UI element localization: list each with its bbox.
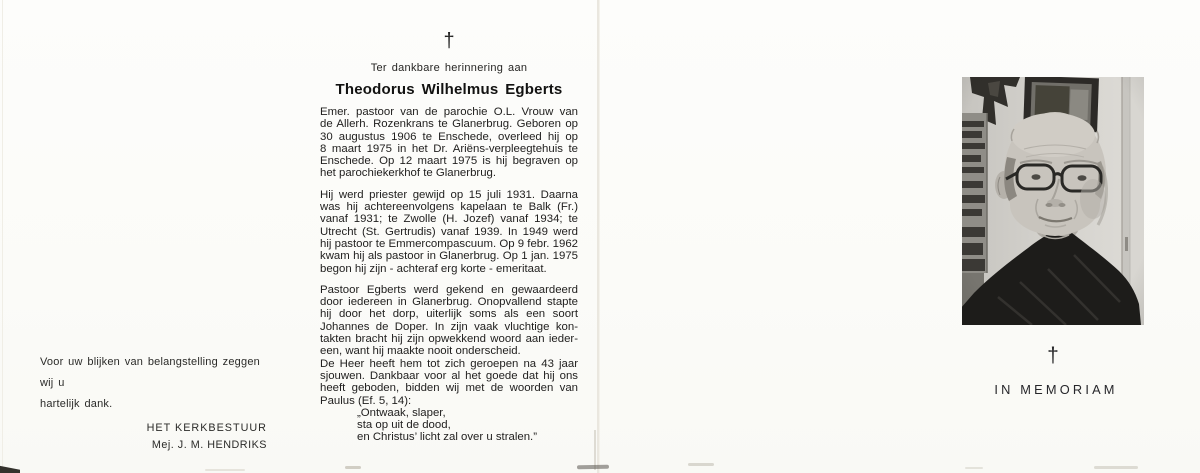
signature-hendriks: Mej. J. M. HENDRIKS (151, 439, 267, 451)
text-line: door iedereen in Glanerbrug. Onopvallend stapte (320, 296, 578, 309)
biography-paragraph-1 (320, 106, 578, 180)
scan-artifact (577, 465, 609, 470)
portrait-photo (962, 77, 1144, 325)
thanks-line-1: Voor uw blijken van belangstelling zeggen wij u (40, 356, 260, 389)
text-line: Hij werd priester gewijd op 15 juli 1931. Daarna (320, 188, 578, 201)
in-memoriam-title: IN MEMORIAM (994, 382, 1118, 397)
text-line: Enschede. Op 12 maart 1975 is hij begraven op (320, 155, 578, 168)
portrait-illustration (962, 77, 1144, 325)
text-line: Johannes de Doper. In zijn vaak vluchtige kon- (320, 320, 578, 333)
scan-artifact (965, 467, 983, 469)
text-line: heeft geboden, bidden wij met de woorden van (320, 382, 578, 395)
text-line: hij pastoor te Emmercompascuum. Op 9 febr. 1962 (320, 237, 578, 250)
text-line: kwam hij als pastoor in Glanerbrug. Op 1 jan. 1975 (320, 250, 578, 263)
text-line: 30 augustus 1906 te Enschede, overleed hij op (320, 130, 578, 143)
text-line: sta op uit de dood, (357, 419, 451, 432)
thanks-panel (40, 352, 268, 451)
scan-artifact (0, 462, 20, 473)
deceased-name: Theodorus Wilhelmus Egberts (335, 81, 563, 98)
text-line: Emer. pastoor van de parochie O.L. Vrouw van (320, 106, 578, 118)
text-line: begon hij zijn - achteraf erg korte - emeritaat. (320, 262, 547, 275)
scripture-quote (357, 407, 578, 444)
biography-paragraph-3 (320, 284, 578, 358)
signature-block (40, 422, 268, 451)
biography-paragraph-2 (320, 189, 578, 275)
thanks-line-2: hartelijk dank. (40, 398, 113, 410)
memorial-text-page (320, 28, 578, 444)
cover-page (599, 0, 1200, 473)
text-line: en Christus’ licht zal over u stralen.” (357, 431, 537, 444)
text-line: Paulus (Ef. 5, 14): (320, 394, 412, 407)
signature-kerkbestuur: HET KERKBESTUUR (146, 422, 267, 434)
text-line: was hij achtereenvolgens kapelaan te Balk (Fr.) (320, 201, 578, 214)
text-line: sjouwen. Dankbaar voor al het goede dat hij ons (320, 369, 578, 382)
text-line: De Heer heeft hem tot zich geroepen na 43 jaar (320, 357, 578, 370)
text-line: de Allerh. Rozenkrans te Glanerbrug. Geboren op (320, 118, 578, 131)
text-line: vanaf 1931; te Zwolle (H. Jozef) vanaf 1934; te (320, 213, 578, 226)
text-line: Utrecht (St. Gertrudis) vanaf 1939. In 1949 werd (320, 225, 578, 238)
text-line: Pastoor Egberts werd gekend en gewaardeerd (320, 283, 578, 296)
scan-artifact (1094, 466, 1138, 469)
text-line: het parochiekerkhof te Glanerbrug. (320, 167, 497, 180)
cross-icon: † (1047, 344, 1059, 367)
intro-line: Ter dankbare herinnering aan (370, 62, 528, 74)
text-line: 8 maart 1975 in het Dr. Ariëns-verpleegtehuis te (320, 142, 578, 155)
text-line: hij door het dorp, uiterlijk soms als een soort (320, 308, 578, 321)
text-line: een, want hij maakte nooit onderscheid. (320, 345, 521, 358)
biography-paragraph-4 (320, 358, 578, 407)
scan-edge-line (2, 0, 3, 473)
scan-artifact (345, 466, 361, 469)
cross-icon: † (443, 30, 455, 52)
scan-artifact (205, 469, 245, 471)
text-line: takten bracht hij zijn opwekkend woord aan ieder- (320, 333, 578, 346)
scan-artifact (688, 463, 714, 466)
thanks-text (40, 352, 268, 415)
text-line: „Ontwaak, slaper, (357, 406, 446, 419)
